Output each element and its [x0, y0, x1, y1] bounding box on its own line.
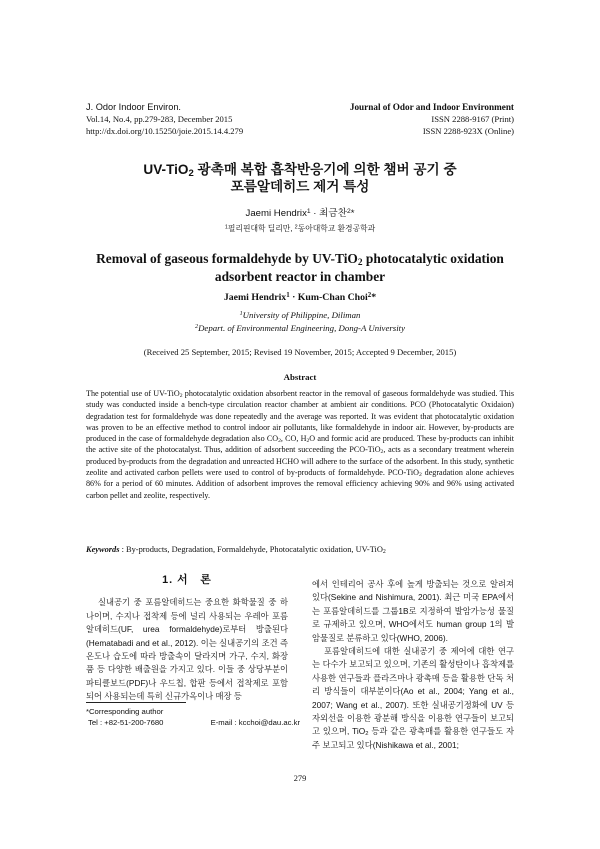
korean-affil1-sup: 1 [224, 224, 228, 231]
english-author2-sup: 2 [367, 291, 372, 299]
abstract-body [86, 388, 514, 501]
issn-online: ISSN 2288-923X (Online) [422, 126, 514, 136]
body-column-left [86, 574, 288, 704]
journal-abbrev: J. Odor Indoor Environ. [86, 102, 181, 112]
keywords-label: Keywords [86, 545, 120, 554]
page-number: 279 [293, 774, 307, 783]
keywords-list: : By-products, Degradation, Formaldehyde, Photocatalytic oxidation, UV-TiO [119, 545, 383, 554]
abstract-text-2: photocatalytic oxidation absorbent reactor in the removal of gaseous formaldehyde was studied. This study was conducted inside a bench-type circulation reactor chamber at ambient air conditions. PCO (Photocatalytic Oxidaion) degradation test for formaldehyde was done repeatedly and the average was reported. It was evident that photocatalytic oxidation was proven to be an effective method to control indoor air pollutants, like formaldehyde in indoor air. However, by-products are produced in the case of formaldehyde degradation also CO [86, 389, 514, 444]
journal-header-left [86, 101, 243, 137]
korean-title-line2: 포름알데히드 제거 특성 [230, 179, 370, 194]
received-dates: (Received 25 September, 2015; Revised 19 November, 2015; Accepted 9 December, 2015) [143, 347, 457, 357]
korean-affiliations [0, 223, 600, 234]
korean-author1-sup: 1 [306, 207, 311, 215]
english-title-rest: photocatalytic oxidation [362, 251, 504, 266]
english-author2-mark: * [371, 292, 377, 303]
body-column-right [312, 578, 514, 752]
journal-name: Journal of Odor and Indoor Environment [349, 102, 514, 112]
abstract-text-6: degradation alone achieves 86% for a period of 60 minutes. Addition of adsorbent improves the removal efficiency achieving 90% and 96% using activated carbon pellet and zeolite, respectively. [86, 468, 514, 500]
korean-author-sep: · [310, 208, 320, 219]
english-affil2-sup: 2 [194, 323, 199, 330]
abstract-text-3: , CO, H [280, 434, 307, 444]
intro-paragraph-1: 실내공기 중 포름알데히드는 중요한 화학물질 중 하나이며, 수지나 접착제 등에 널리 사용되는 우레아 포름알데히드(UF, urea formaldehyde)로부터 방출된다(Hematabadi and et al., 2012). 이는 실내공기의 조건 즉 온도나 습도에 따라 방출속이 달라지며 가구, 수지, 화장품 등 다양한 배출원을 가지고 있다. 이들 중 상당부분이 파티클보드(PDF)나 우드칩, 합판 등에서 접착제로 포함되어 사용되는데 특히 신규가옥이나 매장 등 [86, 597, 288, 702]
abstract-text-1: The potential use of UV-TiO [86, 389, 180, 398]
keywords [86, 545, 514, 554]
volume-info: Vol.14, No.4, pp.279-283, December 2015 [86, 114, 233, 124]
korean-affil2: 동아대학교 환경공학과 [297, 224, 376, 233]
abstract-sub-2: 2 [278, 438, 281, 445]
english-title [0, 250, 600, 286]
abstract-sub-3: 2 [306, 438, 310, 445]
abstract-text-4: O and formic acid are produced. These by-products can inhibit the active site of the photocatalyst. Thus, addition of adsorbent succeeding the PCO-TiO [86, 434, 514, 455]
corresponding-email[interactable]: E-mail : kcchoi@dau.ac.kr [210, 718, 300, 727]
corresponding-label: *Corresponding author [86, 707, 164, 716]
intro-paragraph-2-sub: 2 [365, 731, 369, 738]
abstract-heading: Abstract [283, 372, 317, 382]
intro-paragraph-2-b: 등과 같은 광촉매를 활용한 연구들도 자주 보고되고 있다(Nishikawa et al., 2001; [312, 726, 514, 750]
korean-title [0, 161, 600, 195]
english-author1: Jaemi Hendrix [223, 292, 287, 303]
english-author2: Kum-Chan Choi [297, 292, 368, 303]
english-authors [0, 292, 600, 303]
english-author-sep: · [289, 292, 298, 303]
issn-print: ISSN 2288-9167 (Print) [431, 114, 514, 124]
korean-author2-mark: * [350, 208, 355, 219]
korean-title-rest: 광촉매 복합 흡착반응기에 의한 챔버 공기 중 [193, 162, 457, 177]
section-heading-introduction: 1. 서 론 [162, 574, 212, 586]
footnote-rule [86, 702, 186, 703]
korean-author2-sup: 2 [346, 207, 351, 215]
corresponding-tel: Tel : +82-51-200-7680 [88, 718, 164, 727]
english-title-sub: 2 [357, 257, 363, 268]
korean-title-sub: 2 [188, 167, 194, 179]
korean-affil1: 필리핀대학 딜리만, [227, 224, 295, 233]
intro-paragraph-1-cont: 에서 인테리어 공사 후에 높게 방출되는 것으로 알려져 있다(Sekine and Nishimura, 2001). 최근 미국 EPA에서는 포름알데히드를 그룹1B로 지정하여 발암가능성 물질로 규제하고 있으며, WHO에서도 human group 1의 발암물질로 분류하고 있다(WHO, 2006). [312, 579, 514, 643]
english-author1-sup: 1 [286, 291, 290, 299]
korean-affil2-sup: 2 [294, 224, 298, 231]
english-title-line2: adsorbent reactor in chamber [214, 269, 386, 284]
intro-paragraph-2 [312, 645, 514, 752]
corresponding-author-footnote [86, 706, 300, 728]
korean-title-prefix: UV-TiO [143, 162, 189, 177]
keywords-sub: 2 [382, 549, 386, 556]
korean-author2: 최금찬 [319, 208, 347, 219]
intro-paragraph-2-a: 포름알데히드에 대한 실내공기 중 제어에 대한 연구는 다수가 보고되고 있으며, 기존의 활성탄이나 흡착제를 사용한 연구들과 플라즈마나 광촉매 등을 활용한 단독 처리 방식들이 대부분이다(Ao et al., 2004; Yang et al., 2007; Wang et al., 2007). 또한 실내공기정화에 UV 등 자외선을 이용한 광분해 방식을 이용한 연구들이 보고되고 있으며, TiO [312, 646, 514, 737]
abstract-sub-1: 2 [179, 393, 183, 400]
journal-header-right [350, 101, 514, 137]
abstract-sub-4: 2 [380, 449, 384, 456]
english-title-prefix: Removal of gaseous formaldehyde by UV-TiO [96, 251, 358, 266]
doi-link[interactable]: http://dx.doi.org/10.15250/joie.2015.14.4.279 [86, 126, 244, 136]
korean-author1: Jaemi Hendrix [245, 208, 307, 219]
english-affil2: Depart. of Environmental Engineering, Dong-A University [198, 322, 405, 333]
abstract-sub-5: 2 [418, 472, 422, 479]
abstract-text-5: , acts as a secondary treatment wherein produced by-products from the degradation and unreacted HCHO will adhere to the surface of the adsorbent. In this study, synthetic zeolite and activated carbon pellets were used to control of by-products of formaldehyde. PCO-TiO [86, 445, 514, 478]
english-affil1-sup: 1 [239, 311, 243, 318]
english-affil1: University of Philippine, Diliman [242, 310, 361, 320]
korean-authors [0, 205, 600, 219]
english-affiliations [0, 309, 600, 334]
